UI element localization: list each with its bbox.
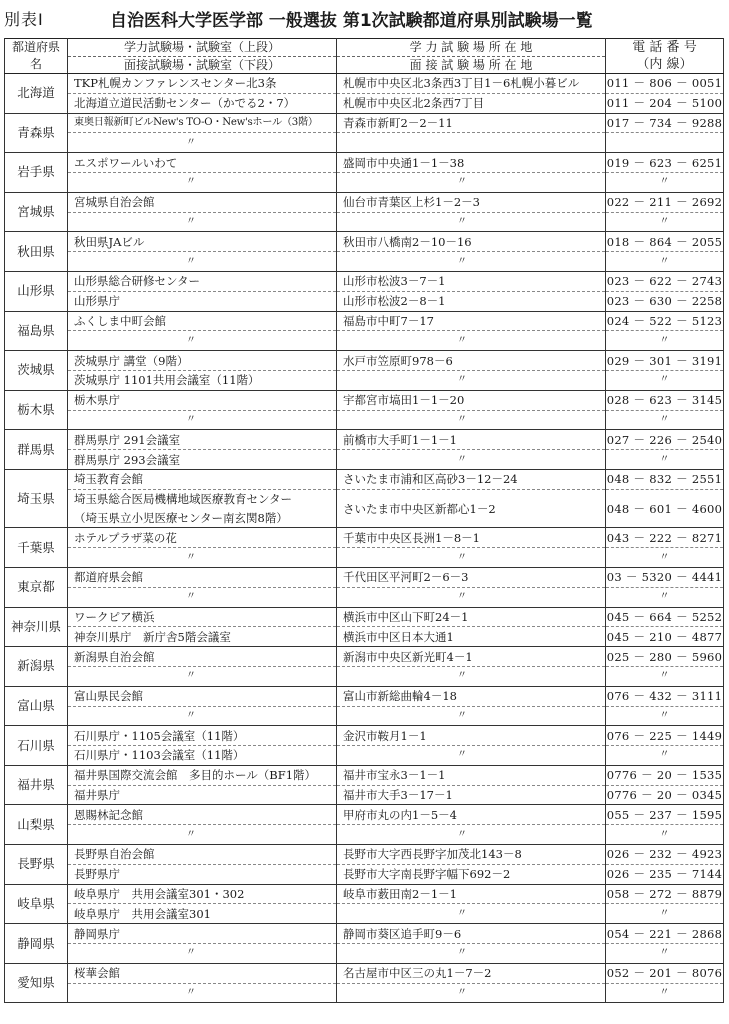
col-header-tel-bottom: （内 線） [606, 56, 724, 74]
table-row [5, 271, 724, 291]
venue-cell: 岐阜県庁 共用会議室301 [68, 904, 337, 924]
phone-cell: 017 － 734 － 9288 [606, 113, 724, 133]
table-row [5, 963, 724, 983]
phone-cell: 076 － 225 － 1449 [606, 726, 724, 746]
prefecture-cell: 茨城県 [5, 351, 68, 391]
table-row [5, 785, 724, 805]
venue-cell: エスポワールいわて [68, 153, 337, 173]
page-title: 自治医科大学医学部 一般選抜 第1次試験都道府県別試験場一覧 [110, 11, 593, 31]
table-row [5, 252, 724, 272]
address-cell: 金沢市鞍月1－1 [337, 726, 606, 746]
phone-cell: 〃 [606, 172, 724, 192]
address-cell: 〃 [337, 746, 606, 766]
table-row [5, 746, 724, 766]
prefecture-cell: 福井県 [5, 765, 68, 805]
table-row [5, 825, 724, 845]
address-cell: 仙台市青葉区上杉1－2－3 [337, 192, 606, 212]
table-row [5, 430, 724, 450]
table-row [5, 192, 724, 212]
venue-cell: 福井県庁 [68, 785, 337, 805]
prefecture-cell: 富山県 [5, 686, 68, 726]
prefecture-cell: 山梨県 [5, 805, 68, 845]
prefecture-cell: 青森県 [5, 113, 68, 153]
phone-cell: 055 － 237 － 1595 [606, 805, 724, 825]
venue-cell: 静岡県庁 [68, 924, 337, 944]
col-header-addr-top: 学 力 試 験 場 所 在 地 [337, 39, 606, 57]
phone-cell: 〃 [606, 587, 724, 607]
address-cell: 札幌市中央区北3条西3丁目1－6札幌小暮ビル [337, 74, 606, 94]
phone-cell: 045 － 210 － 4877 [606, 627, 724, 647]
address-cell: さいたま市中央区新都心1－2 [337, 489, 606, 528]
table-row [5, 944, 724, 964]
col-header-addr-bottom: 面 接 試 験 場 所 在 地 [337, 56, 606, 74]
table-row [5, 884, 724, 904]
venue-cell: ふくしま中町会館 [68, 311, 337, 331]
phone-cell: 024 － 522 － 5123 [606, 311, 724, 331]
venue-cell: ホテルプラザ菜の花 [68, 528, 337, 548]
prefecture-cell: 北海道 [5, 74, 68, 114]
prefecture-cell: 福島県 [5, 311, 68, 351]
address-cell: 〃 [337, 172, 606, 192]
table-row [5, 74, 724, 94]
table-row [5, 291, 724, 311]
prefecture-cell: 千葉県 [5, 528, 68, 568]
phone-cell: 〃 [606, 746, 724, 766]
venue-cell: TKP札幌カンファレンスセンター北3条 [68, 74, 337, 94]
table-row [5, 587, 724, 607]
prefecture-cell: 新潟県 [5, 647, 68, 687]
address-cell: 宇都宮市塙田1－1－20 [337, 390, 606, 410]
phone-cell: 〃 [606, 548, 724, 568]
address-cell: 〃 [337, 666, 606, 686]
phone-cell: 058 － 272 － 8879 [606, 884, 724, 904]
phone-cell [606, 133, 724, 153]
phone-cell: 〃 [606, 331, 724, 351]
address-cell: 福島市中町7－17 [337, 311, 606, 331]
address-cell: 水戸市笠原町978－6 [337, 351, 606, 371]
phone-cell: 025 － 280 － 5960 [606, 647, 724, 667]
venue-cell: 埼玉教育会館 [68, 469, 337, 489]
venue-cell: 〃 [68, 212, 337, 232]
venue-cell: 桜華会館 [68, 963, 337, 983]
phone-cell: 048 － 832 － 2551 [606, 469, 724, 489]
venue-cell: 〃 [68, 944, 337, 964]
address-cell: 〃 [337, 944, 606, 964]
prefecture-cell: 埼玉県 [5, 469, 68, 527]
venue-cell: 新潟県自治会館 [68, 647, 337, 667]
table-row [5, 666, 724, 686]
table-row [5, 232, 724, 252]
address-cell: 〃 [337, 252, 606, 272]
address-cell: 富山市新総曲輪4－18 [337, 686, 606, 706]
phone-cell: 045 － 664 － 5252 [606, 607, 724, 627]
prefecture-cell: 岐阜県 [5, 884, 68, 924]
table-row [5, 311, 724, 331]
table-row [5, 153, 724, 173]
table-row [5, 686, 724, 706]
venue-cell: （埼玉県立小児医療センター南玄関8階） [68, 509, 337, 528]
table-row [5, 370, 724, 390]
table-row [5, 805, 724, 825]
phone-cell: 〃 [606, 825, 724, 845]
address-cell: 〃 [337, 212, 606, 232]
phone-cell: 023 － 622 － 2743 [606, 271, 724, 291]
phone-cell: 〃 [606, 252, 724, 272]
address-cell: 前橋市大手町1－1－1 [337, 430, 606, 450]
address-cell: 山形市松波2－8－1 [337, 291, 606, 311]
table-row [5, 351, 724, 371]
table-row [5, 172, 724, 192]
venue-cell: 〃 [68, 410, 337, 430]
address-cell: 〃 [337, 410, 606, 430]
table-row [5, 567, 724, 587]
prefecture-cell: 東京都 [5, 567, 68, 607]
address-cell: 札幌市中央区北2条西7丁目 [337, 93, 606, 113]
table-row [5, 864, 724, 884]
address-cell: 福井市宝永3－1－1 [337, 765, 606, 785]
venue-cell: 宮城県自治会館 [68, 192, 337, 212]
venue-cell: 東奥日報新町ビルNew's TO-O・New'sホール（3階） [68, 113, 337, 133]
address-cell: 盛岡市中央通1－1－38 [337, 153, 606, 173]
phone-cell: 052 － 201 － 8076 [606, 963, 724, 983]
phone-cell: 〃 [606, 410, 724, 430]
prefecture-cell: 長野県 [5, 845, 68, 885]
address-cell: 〃 [337, 548, 606, 568]
venue-cell: 〃 [68, 706, 337, 726]
venue-cell: 北海道立道民活動センター（かでる2・7） [68, 93, 337, 113]
prefecture-cell: 群馬県 [5, 430, 68, 470]
phone-cell: 〃 [606, 706, 724, 726]
venue-cell: 〃 [68, 133, 337, 153]
phone-cell: 0776 － 20 － 1535 [606, 765, 724, 785]
venue-cell: 恩賜林記念館 [68, 805, 337, 825]
address-cell: 〃 [337, 370, 606, 390]
venue-cell: 〃 [68, 252, 337, 272]
phone-cell: 022 － 211 － 2692 [606, 192, 724, 212]
table-row [5, 133, 724, 153]
venue-table [4, 38, 724, 1003]
address-cell: 岐阜市薮田南2－1－1 [337, 884, 606, 904]
table-row [5, 450, 724, 470]
address-cell: 千代田区平河町2－6－3 [337, 567, 606, 587]
table-row [5, 331, 724, 351]
col-header-pref: 都道府県 名 [5, 39, 68, 74]
table-label: 別表Ⅰ [4, 10, 44, 29]
venue-cell: 〃 [68, 172, 337, 192]
table-row [5, 113, 724, 133]
phone-cell: 018 － 864 － 2055 [606, 232, 724, 252]
prefecture-cell: 愛知県 [5, 963, 68, 1003]
venue-cell: 石川県庁・1105会議室（11階） [68, 726, 337, 746]
phone-cell: 〃 [606, 944, 724, 964]
phone-cell: 019 － 623 － 6251 [606, 153, 724, 173]
phone-cell: 〃 [606, 450, 724, 470]
phone-cell: 011 － 806 － 0051 [606, 74, 724, 94]
venue-cell: 山形県庁 [68, 291, 337, 311]
address-cell: 名古屋市中区三の丸1－7－2 [337, 963, 606, 983]
address-cell: 新潟市中央区新光町4－1 [337, 647, 606, 667]
col-header-venue-bottom: 面接試験場・試験室（下段） [68, 56, 337, 74]
address-cell: 静岡市葵区追手町9－6 [337, 924, 606, 944]
phone-cell: 048 － 601 － 4600 [606, 489, 724, 528]
table-row [5, 627, 724, 647]
phone-cell: 028 － 623 － 3145 [606, 390, 724, 410]
venue-cell: 〃 [68, 331, 337, 351]
phone-cell: 011 － 204 － 5100 [606, 93, 724, 113]
venue-cell: 〃 [68, 666, 337, 686]
address-cell: 〃 [337, 587, 606, 607]
venue-cell: 〃 [68, 548, 337, 568]
address-cell: 長野市大字西長野字加茂北143－8 [337, 845, 606, 865]
phone-cell: 〃 [606, 904, 724, 924]
table-row [5, 706, 724, 726]
address-cell: 福井市大手3－17－1 [337, 785, 606, 805]
address-cell: 〃 [337, 450, 606, 470]
col-header-venue-top: 学力試験場・試験室（上段） [68, 39, 337, 57]
phone-cell: 023 － 630 － 2258 [606, 291, 724, 311]
table-row [5, 845, 724, 865]
table-row [5, 212, 724, 232]
prefecture-cell: 山形県 [5, 271, 68, 311]
col-header-tel-top: 電 話 番 号 [606, 39, 724, 57]
prefecture-cell: 神奈川県 [5, 607, 68, 647]
table-row [5, 489, 724, 508]
venue-cell: 秋田県JAビル [68, 232, 337, 252]
venue-cell: 長野県庁 [68, 864, 337, 884]
table-row [5, 924, 724, 944]
phone-cell: 0776 － 20 － 0345 [606, 785, 724, 805]
address-cell: 甲府市丸の内1－5－4 [337, 805, 606, 825]
venue-cell: 〃 [68, 983, 337, 1003]
table-row [5, 904, 724, 924]
table-row [5, 765, 724, 785]
address-cell: 秋田市八橋南2－10－16 [337, 232, 606, 252]
venue-cell: 岐阜県庁 共用会議室301・302 [68, 884, 337, 904]
address-cell: 〃 [337, 825, 606, 845]
venue-cell: 長野県自治会館 [68, 845, 337, 865]
phone-cell: 03 － 5320 － 4441 [606, 567, 724, 587]
address-cell: 山形市松波3－7－1 [337, 271, 606, 291]
address-cell: 横浜市中区山下町24－1 [337, 607, 606, 627]
phone-cell: 027 － 226 － 2540 [606, 430, 724, 450]
venue-cell: 神奈川県庁 新庁舎5階会議室 [68, 627, 337, 647]
prefecture-cell: 秋田県 [5, 232, 68, 272]
address-cell: 横浜市中区日本大通1 [337, 627, 606, 647]
phone-cell: 〃 [606, 666, 724, 686]
table-row [5, 528, 724, 548]
phone-cell: 〃 [606, 370, 724, 390]
phone-cell: 043 － 222 － 8271 [606, 528, 724, 548]
venue-cell: 富山県民会館 [68, 686, 337, 706]
venue-cell: 茨城県庁 1101共用会議室（11階） [68, 370, 337, 390]
venue-cell: 群馬県庁 293会議室 [68, 450, 337, 470]
table-row [5, 93, 724, 113]
page-header [4, 3, 726, 33]
venue-cell: 石川県庁・1103会議室（11階） [68, 746, 337, 766]
table-row [5, 647, 724, 667]
venue-cell: 茨城県庁 講堂（9階） [68, 351, 337, 371]
venue-cell: 〃 [68, 587, 337, 607]
address-cell: 〃 [337, 904, 606, 924]
table-row [5, 607, 724, 627]
prefecture-cell: 岩手県 [5, 153, 68, 193]
venue-cell: 福井県国際交流会館 多目的ホール（BF1階） [68, 765, 337, 785]
address-cell [337, 133, 606, 153]
phone-cell: 076 － 432 － 3111 [606, 686, 724, 706]
address-cell: 〃 [337, 983, 606, 1003]
venue-cell: ワークピア横浜 [68, 607, 337, 627]
prefecture-cell: 宮城県 [5, 192, 68, 232]
venue-cell: 都道府県会館 [68, 567, 337, 587]
address-cell: 青森市新町2－2－11 [337, 113, 606, 133]
prefecture-cell: 栃木県 [5, 390, 68, 430]
table-row [5, 410, 724, 430]
table-row [5, 983, 724, 1003]
phone-cell: 029 － 301 － 3191 [606, 351, 724, 371]
prefecture-cell: 静岡県 [5, 924, 68, 964]
phone-cell: 〃 [606, 212, 724, 232]
table-row [5, 469, 724, 489]
address-cell: さいたま市浦和区高砂3－12－24 [337, 469, 606, 489]
phone-cell: 054 － 221 － 2868 [606, 924, 724, 944]
address-cell: 千葉市中央区長洲1－8－1 [337, 528, 606, 548]
table-row [5, 548, 724, 568]
venue-cell: 〃 [68, 825, 337, 845]
venue-cell: 群馬県庁 291会議室 [68, 430, 337, 450]
address-cell: 〃 [337, 331, 606, 351]
address-cell: 〃 [337, 706, 606, 726]
phone-cell: 026 － 232 － 4923 [606, 845, 724, 865]
address-cell: 長野市大字南長野字幅下692－2 [337, 864, 606, 884]
table-row [5, 726, 724, 746]
phone-cell: 026 － 235 － 7144 [606, 864, 724, 884]
venue-cell: 埼玉県総合医局機構地域医療教育センター [68, 489, 337, 508]
venue-cell: 栃木県庁 [68, 390, 337, 410]
phone-cell: 〃 [606, 983, 724, 1003]
table-row [5, 390, 724, 410]
prefecture-cell: 石川県 [5, 726, 68, 766]
venue-cell: 山形県総合研修センター [68, 271, 337, 291]
